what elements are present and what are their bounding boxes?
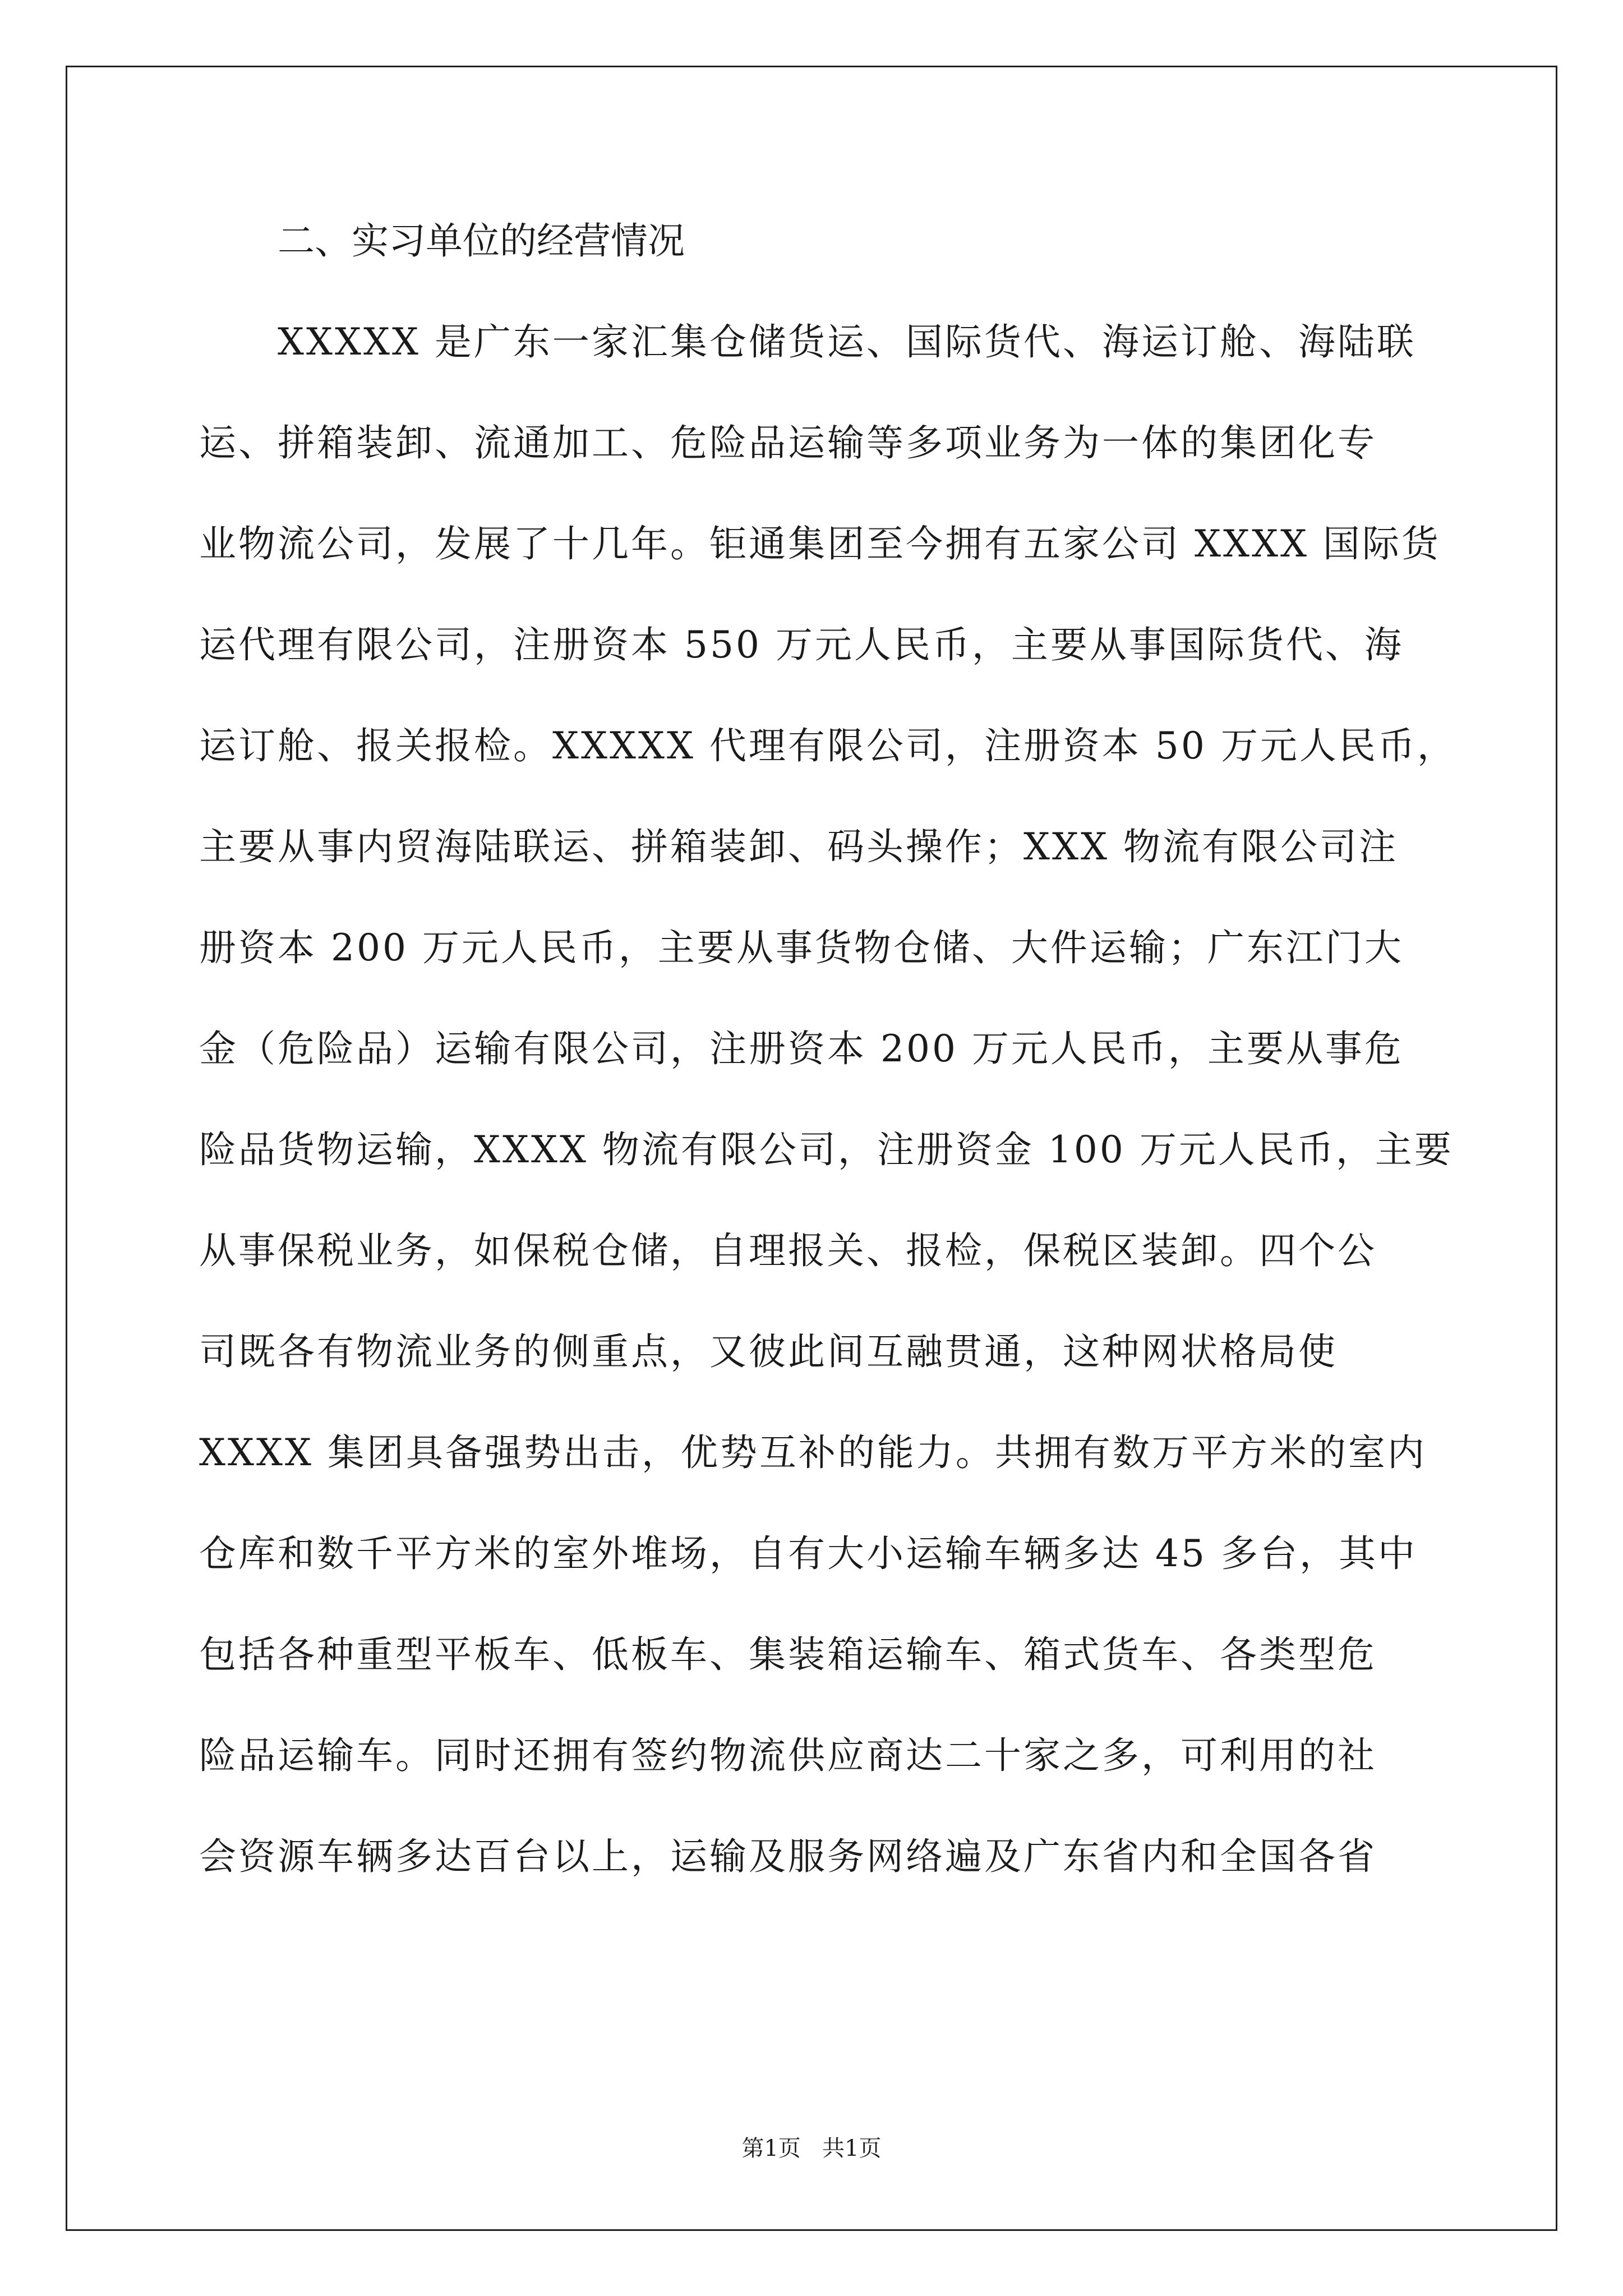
- page-number-footer: 第1页 共1页: [741, 2136, 882, 2161]
- body-line: XXXXX 是广东一家汇集仓储货运、国际货代、海运订舱、海陆联: [278, 320, 1416, 364]
- body-line: 册资本 200 万元人民币，主要从事货物仓储、大件运输；广东江门大: [199, 926, 1404, 969]
- section-heading: 二、实习单位的经营情况: [278, 219, 685, 263]
- body-line: 险品运输车。同时还拥有签约物流供应商达二十家之多，可利用的社: [199, 1734, 1377, 1777]
- body-line: 险品货物运输，XXXX 物流有限公司，注册资金 100 万元人民币，主要: [199, 1128, 1454, 1171]
- body-line: 运订舱、报关报检。XXXXX 代理有限公司，注册资本 50 万元人民币，: [199, 724, 1456, 767]
- body-line: 金（危险品）运输有限公司，注册资本 200 万元人民币，主要从事危: [199, 1027, 1404, 1070]
- body-line: XXXX 集团具备强势出击，优势互补的能力。共拥有数万平方米的室内: [199, 1431, 1427, 1474]
- body-line: 从事保税业务，如保税仓储，自理报关、报检，保税区装卸。四个公: [199, 1229, 1377, 1272]
- body-line: 运代理有限公司，注册资本 550 万元人民币，主要从事国际货代、海: [199, 623, 1404, 666]
- body-line: 包括各种重型平板车、低板车、集装箱运输车、箱式货车、各类型危: [199, 1633, 1377, 1676]
- body-line: 会资源车辆多达百台以上，运输及服务网络遍及广东省内和全国各省: [199, 1835, 1377, 1878]
- body-line: 业物流公司，发展了十几年。钜通集团至今拥有五家公司 XXXX 国际货: [199, 522, 1441, 565]
- body-line: 主要从事内贸海陆联运、拼箱装卸、码头操作；XXX 物流有限公司注: [199, 825, 1398, 868]
- body-line: 运、拼箱装卸、流通加工、危险品运输等多项业务为一体的集团化专: [199, 421, 1377, 464]
- body-line: 仓库和数千平方米的室外堆场，自有大小运输车辆多达 45 多台，其中: [199, 1532, 1417, 1575]
- body-line: 司既各有物流业务的侧重点，又彼此间互融贯通，这种网状格局使: [199, 1330, 1338, 1373]
